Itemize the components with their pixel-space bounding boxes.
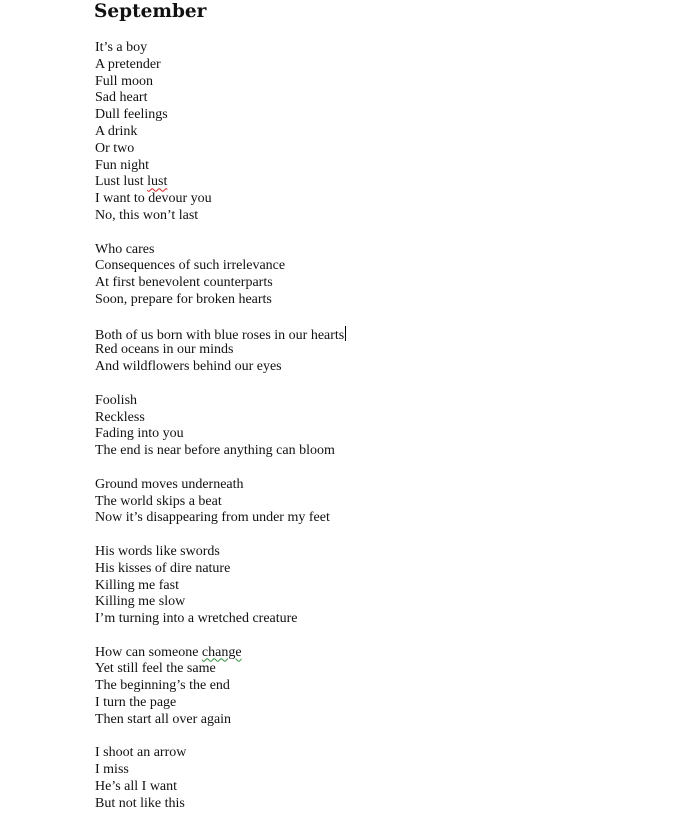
stanza [95,745,655,812]
poem-line: I turn the page [95,695,177,711]
poem-line: Dull feelings [95,107,168,123]
poem-line: Sad heart [95,90,148,106]
stanza [95,242,655,309]
stanza [95,393,655,460]
stanza [95,477,655,527]
poem-line: It’s a boy [95,40,148,55]
stanza [95,645,655,729]
poem-line: His words like swords [95,543,220,559]
poem-line: His kisses of dire nature [95,560,231,576]
poem-line: No, this won’t last [95,207,199,223]
poem-line: Then start all over again [95,711,232,727]
stanza [95,40,655,225]
poem-line: Yet still feel the same [95,661,216,677]
poem-line: Foolish [95,392,138,408]
poem-line: Fun night [95,157,150,173]
stanza-break [95,729,655,746]
poem-line: I want to devour you [95,191,212,207]
poem-line: Killing me fast [95,577,179,593]
poem-line: Now it’s disappearing from under my feet [95,510,330,526]
poem-line: Soon, prepare for broken hearts [95,291,272,307]
stanza-break [95,527,655,544]
poem-line: Ground moves underneath [95,476,244,492]
poem-line: He’s all I want [95,779,178,795]
poem-line: The beginning’s the end [95,678,230,694]
poem-line: Reckless [95,409,145,425]
poem-line: Or two [95,140,135,156]
poem-line: A pretender [95,56,161,72]
poem-line: How can someone change [95,644,242,660]
poem-line: Both of us born with blue roses in our hearts [95,327,345,343]
poem-line: But not like this [95,795,185,811]
stanza [95,544,655,628]
poem-line: At first benevolent counterparts [95,275,273,291]
poem-line: I shoot an arrow [95,745,187,761]
grammar-error-mark[interactable]: change [201,644,242,660]
poem-line: A drink [95,123,138,139]
stanza-break [95,460,655,477]
poem-line: Lust lust lust [95,174,168,190]
poem-line: Killing me slow [95,594,186,610]
spelling-error-mark[interactable]: lust [147,174,168,190]
text-cursor [345,326,346,341]
poem-line: Full moon [95,73,153,89]
poem-line: Red oceans in our minds [95,342,234,358]
poem-line: Consequences of such irrelevance [95,258,286,274]
poem-line: I’m turning into a wretched creature [95,611,298,627]
poem-line: The end is near before anything can bloom [95,443,335,459]
poem-line: The world skips a beat [95,493,222,509]
stanza-break [95,628,655,645]
poem-body[interactable] [95,40,655,813]
stanza-break [95,225,655,242]
stanza-break [95,309,655,326]
poem-line: And wildflowers behind our eyes [95,359,282,375]
poem-title: September [94,1,207,22]
poem-line: Fading into you [95,426,184,442]
poem-line: Who cares [95,241,155,257]
stanza [95,326,655,376]
stanza-break [95,376,655,393]
poem-line: I miss [95,762,129,778]
